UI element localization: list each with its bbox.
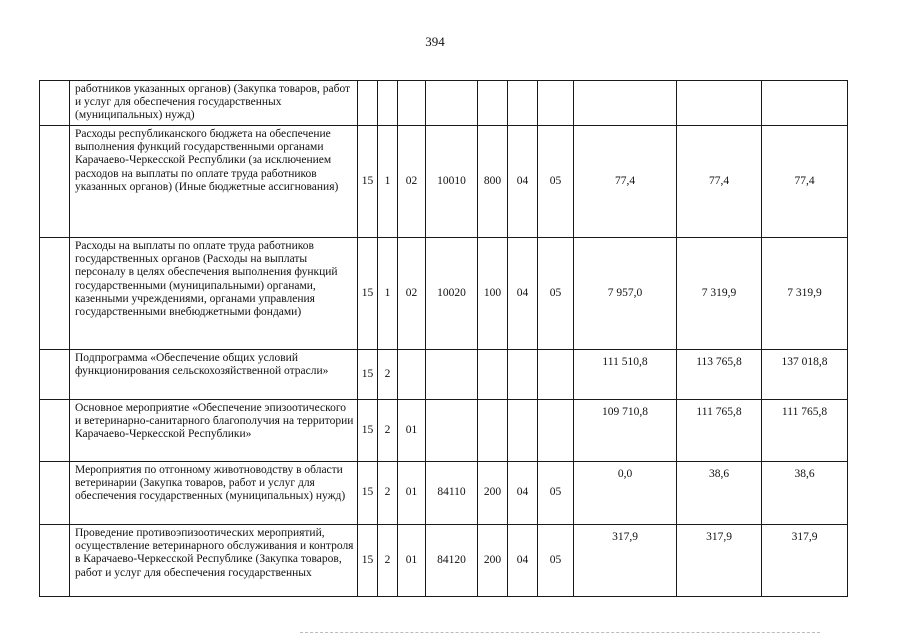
row-index-cell — [40, 400, 70, 462]
section-code-cell: 04 — [508, 238, 538, 350]
subsection-code-cell: 05 — [538, 462, 574, 525]
amount-year1-cell: 77,4 — [574, 126, 677, 238]
amount-year3-cell: 77,4 — [762, 126, 848, 238]
table-row — [40, 81, 848, 126]
description-text: Расходы республиканского бюджета на обеспечение выполнения функций государственными органами Карачаево-Черкесской Республики (за исключением расходов на выплаты по оплате труда работников указанных органов) (Иные бюджетные ассигнования) — [75, 128, 339, 193]
table-row — [40, 350, 848, 400]
amount-year1-cell: 7 957,0 — [574, 238, 677, 350]
expense-type-cell: 100 — [478, 238, 508, 350]
subsection-code-cell: 05 — [538, 525, 574, 597]
expense-type-cell — [478, 81, 508, 126]
subprogram-code-cell: 1 — [378, 126, 398, 238]
main-measure-code-cell — [398, 81, 426, 126]
direction-code-cell — [426, 81, 478, 126]
amount-year3-cell — [762, 81, 848, 126]
section-code-cell — [508, 81, 538, 126]
expense-type-cell — [478, 350, 508, 400]
amount-year1-cell — [574, 81, 677, 126]
row-index-cell — [40, 126, 70, 238]
section-code-cell: 04 — [508, 126, 538, 238]
amount-year1-cell: 111 510,8 — [574, 350, 677, 400]
section-code-cell — [508, 400, 538, 462]
description-cell — [70, 525, 358, 597]
description-cell — [70, 462, 358, 525]
main-measure-code-cell: 01 — [398, 400, 426, 462]
amount-year2-cell: 7 319,9 — [677, 238, 762, 350]
description-cell — [70, 81, 358, 126]
amount-year2-cell: 317,9 — [677, 525, 762, 597]
table-row — [40, 525, 848, 597]
direction-code-cell — [426, 350, 478, 400]
subprogram-code-cell: 2 — [378, 462, 398, 525]
expense-type-cell: 200 — [478, 525, 508, 597]
expense-type-cell: 200 — [478, 462, 508, 525]
program-code-cell: 15 — [358, 400, 378, 462]
subsection-code-cell — [538, 81, 574, 126]
amount-year2-cell — [677, 81, 762, 126]
table-row — [40, 462, 848, 525]
main-measure-code-cell: 02 — [398, 126, 426, 238]
description-cell — [70, 238, 358, 350]
subprogram-code-cell: 2 — [378, 525, 398, 597]
page-number: 394 — [425, 34, 445, 49]
subprogram-code-cell: 2 — [378, 350, 398, 400]
expense-type-cell — [478, 400, 508, 462]
subprogram-code-cell: 1 — [378, 238, 398, 350]
description-text: Подпрограмма «Обеспечение общих условий функционирования сельскохозяйственной отрасли» — [75, 352, 329, 378]
amount-year1-cell: 109 710,8 — [574, 400, 677, 462]
description-cell — [70, 126, 358, 238]
row-index-cell — [40, 81, 70, 126]
table-row — [40, 238, 848, 350]
amount-year2-cell: 113 765,8 — [677, 350, 762, 400]
subprogram-code-cell — [378, 81, 398, 126]
description-text: работников указанных органов) (Закупка товаров, работ и услуг для обеспечения государственных (муниципальных) нужд) — [75, 83, 351, 122]
section-code-cell: 04 — [508, 462, 538, 525]
budget-table — [39, 80, 848, 597]
amount-year3-cell: 137 018,8 — [762, 350, 848, 400]
description-cell — [70, 400, 358, 462]
section-code-cell — [508, 350, 538, 400]
subsection-code-cell: 05 — [538, 238, 574, 350]
amount-year2-cell: 38,6 — [677, 462, 762, 525]
row-index-cell — [40, 238, 70, 350]
subsection-code-cell — [538, 350, 574, 400]
subprogram-code-cell: 2 — [378, 400, 398, 462]
main-measure-code-cell: 02 — [398, 238, 426, 350]
main-measure-code-cell: 01 — [398, 462, 426, 525]
program-code-cell: 15 — [358, 350, 378, 400]
program-code-cell — [358, 81, 378, 126]
program-code-cell: 15 — [358, 238, 378, 350]
description-text: Мероприятия по отгонному животноводству в области ветеринарии (Закупка товаров, работ и услуг для обеспечения государственных (муниципальных) нужд) — [75, 464, 346, 503]
row-index-cell — [40, 462, 70, 525]
section-code-cell: 04 — [508, 525, 538, 597]
direction-code-cell — [426, 400, 478, 462]
direction-code-cell: 84120 — [426, 525, 478, 597]
amount-year3-cell: 317,9 — [762, 525, 848, 597]
amount-year1-cell: 0,0 — [574, 462, 677, 525]
amount-year1-cell: 317,9 — [574, 525, 677, 597]
amount-year2-cell: 111 765,8 — [677, 400, 762, 462]
main-measure-code-cell — [398, 350, 426, 400]
amount-year3-cell: 38,6 — [762, 462, 848, 525]
program-code-cell: 15 — [358, 462, 378, 525]
program-code-cell: 15 — [358, 525, 378, 597]
amount-year2-cell: 77,4 — [677, 126, 762, 238]
amount-year3-cell: 111 765,8 — [762, 400, 848, 462]
subsection-code-cell: 05 — [538, 126, 574, 238]
description-text: Проведение противоэпизоотических мероприятий, осуществление ветеринарного обслуживания и контроля в Карачаево-Черкесской Республике (Закупка товаров, работ и услуг для обеспечения государственных — [75, 527, 354, 579]
main-measure-code-cell: 01 — [398, 525, 426, 597]
direction-code-cell: 84110 — [426, 462, 478, 525]
program-code-cell: 15 — [358, 126, 378, 238]
description-text: Расходы на выплаты по оплате труда работников государственных органов (Расходы на выплаты персоналу в целях обеспечения выполнения функций государственными (муниципальными) органами, казенными учреждениями, органами управления государственными внебюджетными фондами) — [75, 240, 338, 319]
direction-code-cell: 10010 — [426, 126, 478, 238]
description-cell — [70, 350, 358, 400]
description-text: Основное мероприятие «Обеспечение эпизоотического и ветеринарно-санитарного благополучия на территории Карачаево-Черкесской Республики» — [75, 402, 354, 441]
subsection-code-cell — [538, 400, 574, 462]
direction-code-cell: 10020 — [426, 238, 478, 350]
table-row — [40, 400, 848, 462]
expense-type-cell: 800 — [478, 126, 508, 238]
row-index-cell — [40, 525, 70, 597]
scan-edge-line — [300, 632, 820, 635]
table-row — [40, 126, 848, 238]
amount-year3-cell: 7 319,9 — [762, 238, 848, 350]
row-index-cell — [40, 350, 70, 400]
